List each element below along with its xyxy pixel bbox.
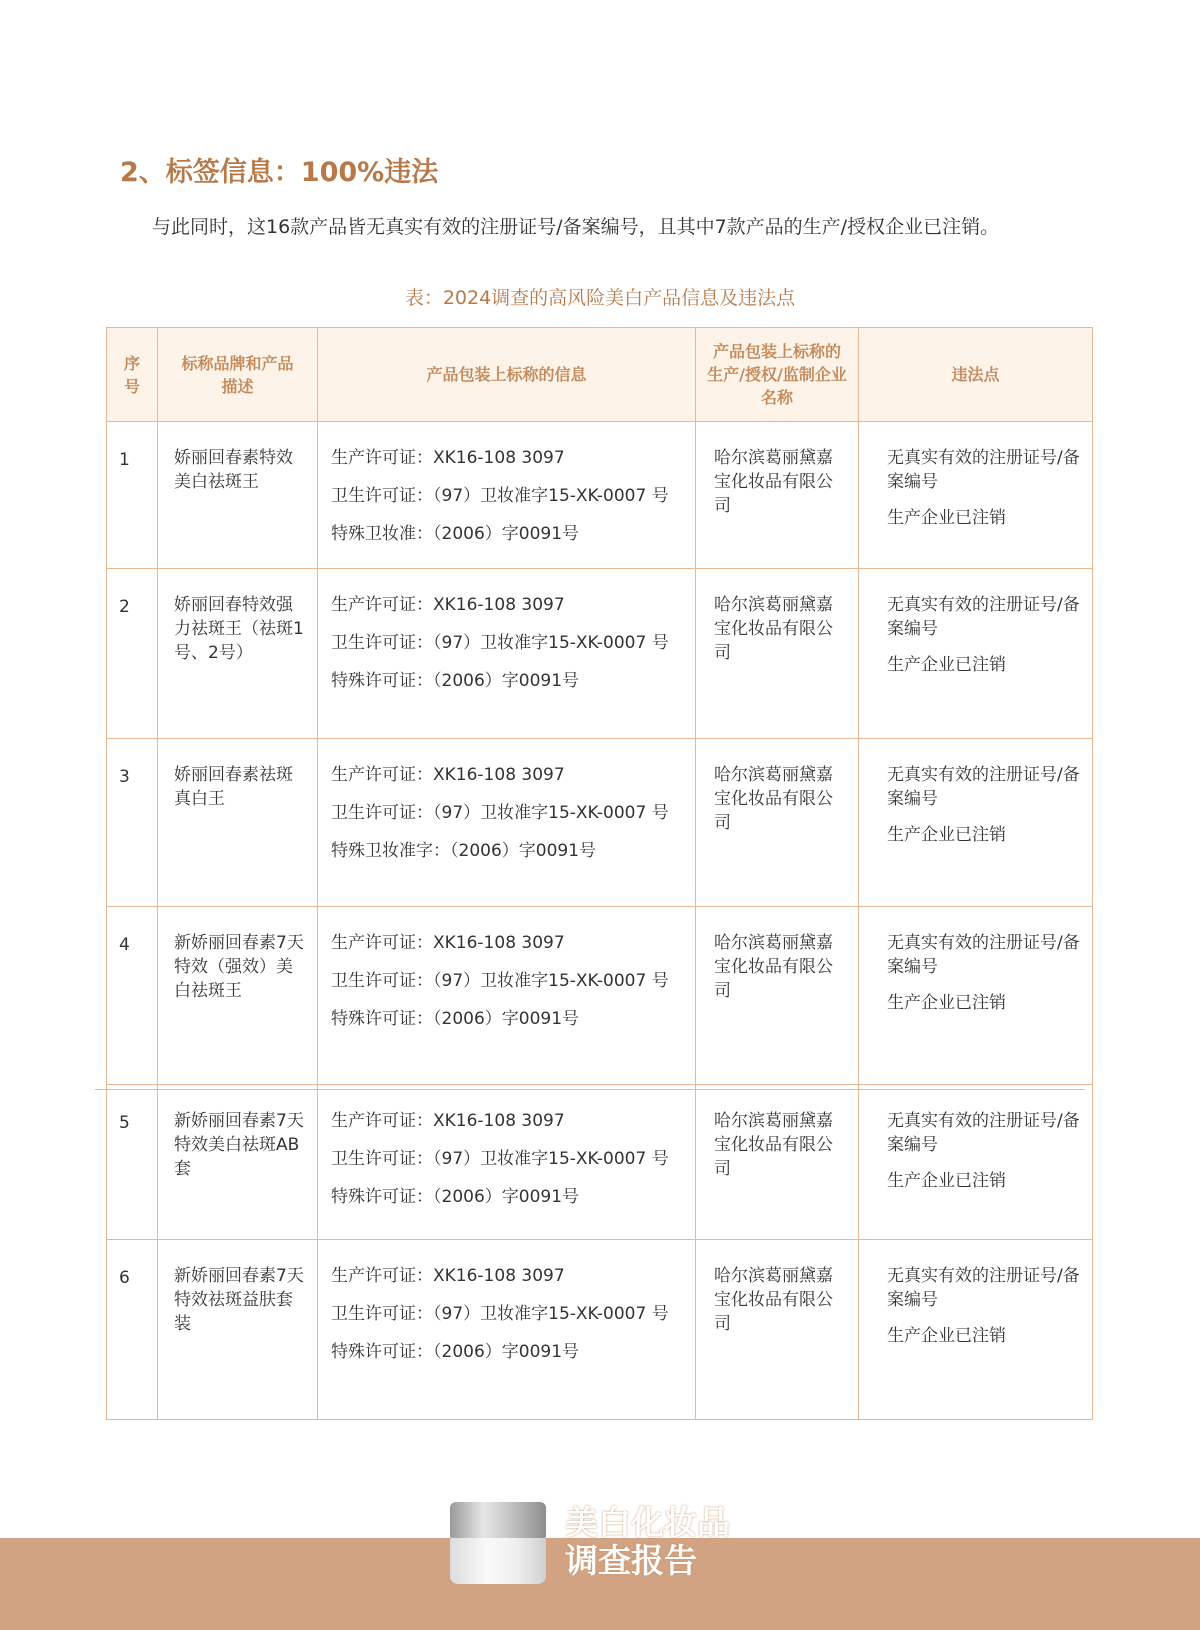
violations [859, 1240, 1093, 1420]
table-row [107, 422, 1093, 569]
info-line: 卫生许可证：（97）卫妆准字15-XK-0007 号 [331, 803, 669, 823]
violation-item: 生产企业已注销 [887, 993, 1006, 1013]
violation-item: 生产企业已注销 [887, 1326, 1006, 1346]
violation-item: 生产企业已注销 [887, 508, 1006, 528]
table-row [107, 907, 1093, 1085]
violations [859, 907, 1093, 1085]
info-line: 特殊卫妆准字：（2006）字0091号 [331, 841, 597, 861]
violations [859, 422, 1093, 569]
footer-brand [565, 1504, 730, 1580]
header-info: 产品包装上标称的信息 [318, 328, 696, 422]
violation-item: 生产企业已注销 [887, 1171, 1006, 1191]
table-caption: 表：2024调查的高风险美白产品信息及违法点 [404, 287, 796, 309]
divider-line [95, 1089, 1085, 1090]
row-index: 3 [107, 739, 158, 907]
products-table [106, 327, 1093, 1420]
row-index: 5 [107, 1085, 158, 1240]
package-info [318, 422, 696, 569]
violations [859, 569, 1093, 739]
company-name: 哈尔滨葛丽黛嘉宝化妆品有限公司 [696, 739, 859, 907]
info-line: 特殊许可证：（2006）字0091号 [331, 1009, 580, 1029]
table-row [107, 1085, 1093, 1240]
product-name: 新娇丽回春素7天特效美白祛斑AB 套 [158, 1085, 318, 1240]
header-violations: 违法点 [859, 328, 1093, 422]
violation-item: 生产企业已注销 [887, 655, 1006, 675]
info-line: 卫生许可证：（97）卫妆准字15-XK-0007 号 [331, 1149, 669, 1169]
info-line: 生产许可证：XK16-108 3097 [331, 933, 565, 953]
table-row [107, 1240, 1093, 1420]
product-name: 娇丽回春素祛斑真白王 [158, 739, 318, 907]
product-name: 新娇丽回春素7天特效（强效）美白祛斑王 [158, 907, 318, 1085]
info-line: 卫生许可证：（97）卫妆准字15-XK-0007 号 [331, 633, 669, 653]
info-line: 卫生许可证：（97）卫妆准字15-XK-0007 号 [331, 971, 669, 991]
package-info [318, 569, 696, 739]
info-line: 特殊卫妆准：（2006）字0091号 [331, 524, 580, 544]
product-name: 娇丽回春特效强力祛斑王（祛斑1号、2号） [158, 569, 318, 739]
brand-line-1: 美白化妆品 [565, 1503, 730, 1542]
row-index: 2 [107, 569, 158, 739]
row-index: 1 [107, 422, 158, 569]
violation-item: 无真实有效的注册证号/备案编号 [887, 933, 1080, 977]
violation-item: 无真实有效的注册证号/备案编号 [887, 448, 1080, 492]
section-heading: 2、标签信息：100%违法 [120, 157, 439, 188]
violation-item: 无真实有效的注册证号/备案编号 [887, 595, 1080, 639]
violation-item: 无真实有效的注册证号/备案编号 [887, 765, 1080, 809]
intro-paragraph: 与此同时，这16款产品皆无真实有效的注册证号/备案编号，且其中7款产品的生产/授权企业已注销。 [152, 216, 1000, 238]
info-line: 特殊许可证：（2006）字0091号 [331, 1342, 580, 1362]
violations [859, 1085, 1093, 1240]
brand-line-2: 调查报告 [565, 1541, 697, 1580]
header-company: 产品包装上标称的生产/授权/监制企业名称 [696, 328, 859, 422]
header-index: 序号 [107, 328, 158, 422]
info-line: 特殊许可证：（2006）字0091号 [331, 671, 580, 691]
table-row [107, 739, 1093, 907]
row-index: 6 [107, 1240, 158, 1420]
company-name: 哈尔滨葛丽黛嘉宝化妆品有限公司 [696, 1240, 859, 1420]
package-info [318, 907, 696, 1085]
product-name: 新娇丽回春素7天特效祛斑益肤套装 [158, 1240, 318, 1420]
info-line: 生产许可证：XK16-108 3097 [331, 1266, 565, 1286]
info-line: 卫生许可证：（97）卫妆准字15-XK-0007 号 [331, 1304, 669, 1324]
table-row [107, 569, 1093, 739]
company-name: 哈尔滨葛丽黛嘉宝化妆品有限公司 [696, 907, 859, 1085]
info-line: 特殊许可证：（2006）字0091号 [331, 1187, 580, 1207]
row-index: 4 [107, 907, 158, 1085]
violation-item: 生产企业已注销 [887, 825, 1006, 845]
company-name: 哈尔滨葛丽黛嘉宝化妆品有限公司 [696, 422, 859, 569]
company-name: 哈尔滨葛丽黛嘉宝化妆品有限公司 [696, 1085, 859, 1240]
info-line: 生产许可证：XK16-108 3097 [331, 1111, 565, 1131]
company-name: 哈尔滨葛丽黛嘉宝化妆品有限公司 [696, 569, 859, 739]
violation-item: 无真实有效的注册证号/备案编号 [887, 1111, 1080, 1155]
info-line: 生产许可证：XK16-108 3097 [331, 448, 565, 468]
header-product: 标称品牌和产品描述 [158, 328, 318, 422]
package-info [318, 739, 696, 907]
info-line: 生产许可证：XK16-108 3097 [331, 595, 565, 615]
violation-item: 无真实有效的注册证号/备案编号 [887, 1266, 1080, 1310]
info-line: 生产许可证：XK16-108 3097 [331, 765, 565, 785]
cream-jar-image [450, 1502, 546, 1586]
table-header-row [107, 328, 1093, 422]
info-line: 卫生许可证：（97）卫妆准字15-XK-0007 号 [331, 486, 669, 506]
package-info [318, 1085, 696, 1240]
package-info [318, 1240, 696, 1420]
product-name: 娇丽回春素特效美白祛斑王 [158, 422, 318, 569]
violations [859, 739, 1093, 907]
